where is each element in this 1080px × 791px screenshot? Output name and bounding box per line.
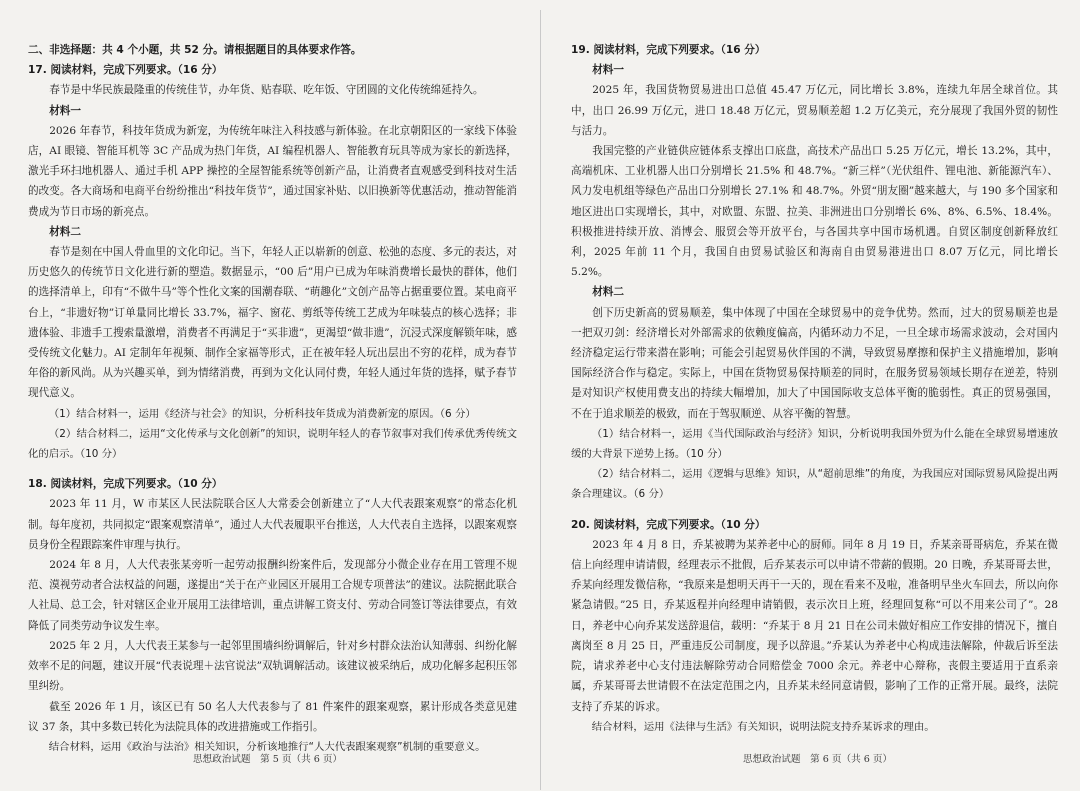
page-footer-right: 思想政治试题 第 6 页（共 6 页） — [742, 754, 893, 765]
exam-page-5 — [0, 0, 535, 791]
q17-material2-label: 材料二 — [49, 225, 81, 238]
q19-material2-label: 材料二 — [592, 286, 624, 299]
q17-material2-text: 春节是刻在中国人骨血里的文化印记。当下，年轻人正以崭新的创意、松弛的态度、多元的表达，对历史悠久的传统节日文化进行新的塑造。数据显示，“00 后”用户已成为年味消费增长最快的群体，他们的选择清单上，印有“不做牛马”等个性化文案的国潮春联、“萌趣化”文创产品等占据重要位置。某电商平台上，“非遗好物”订单量同比增长 33.7%，福字、窗花、剪纸等传统工艺成为年味装点的核心选择；非遗体验、非遗手工搜索量激增，消费者不再满足于“买非遗”，更渴望“做非遗”，沉浸式深度解锁年味，感受传统文化魅力。AI 定制年年视频、制作全家福等形式，正在被年轻人玩出层出不穷的花样，成为春节年俗的新风尚。从为兴趣买单，到为情绪消费，再到为文化认同付费，年轻人通过年货的选择，赋予春节现代意义。 — [28, 246, 517, 400]
q18-para1: 2023 年 11 月，W 市某区人民法院联合区人大常委会创新建立了“人大代表跟案观察”的常态化机制。每年度初，共同拟定“跟案观察清单”，通过人大代表履职平台推送，人大代表自主选择，以跟案观察员身份全程跟踪案件审理与执行。 — [28, 498, 517, 551]
q17-heading: 17. 阅读材料，完成下列要求。（16 分） — [28, 64, 223, 77]
q17-task1: （1）结合材料一，运用《经济与社会》的知识，分析科技年货成为消费新宠的原因。（6 分） — [48, 407, 476, 420]
page-divider — [540, 10, 541, 790]
q18-para3: 2025 年 2 月，人大代表王某参与一起邻里围墙纠纷调解后，针对乡村群众法治认知薄弱、纠纷化解效率不足的问题，建议开展“代表说理＋法官说法”双轨调解活动。该建议被采纳后，成功化解多起积压邻里纠纷。 — [28, 639, 517, 693]
q20-para1: 2023 年 4 月 8 日，乔某被聘为某养老中心的厨师。同年 8 月 19 日，乔某亲哥哥病危，乔某在微信上向经理申请请假，经理表示不批假，后乔某表示可以申请不带薪的假期。20 日晚，乔某哥哥去世，乔某向经理发微信称，“我原来是想明天再干一天的，现在看来不及啦，准备明早坐火车回去，所以向你紧急请假。”25 日，乔某返程并向经理申请销假，表示次日上班，经理回复称“可以不用来公司了”。28 日，养老中心向乔某发送辞退信，载明：“乔某于 8 月 21 日在公司未做好相应工作安排的情况下，擅自离岗至 8 月 25 日，严重违反公司制度，现予以辞退。”乔某认为养老中心构成违法解除，仲裁后诉至法院，请求养老中心支付违法解除劳动合同赔偿金 7000 余元。养老中心辩称，丧假主要适用于直系亲属，乔某哥哥去世请假不在法定范围之内，且乔某未经同意请假，影响了工作的正常开展。最终，法院支持了乔某的诉求。 — [571, 538, 1058, 713]
section-heading: 二、非选择题：共 4 个小题，共 52 分。请根据题目的具体要求作答。 — [28, 44, 362, 56]
q18-task: 结合材料，运用《政治与法治》相关知识，分析该地推行“人大代表跟案观察”机制的重要意义。 — [48, 740, 486, 753]
exam-page-6 — [555, 0, 1080, 791]
q19-para2: 我国完整的产业链供应链体系支撑出口底盘，高技术产品出口 5.25 万亿元，增长 13.2%，其中，高端机床、工业机器人出口分别增长 21.5% 和 48.7%。“新三样”（光伏组件、锂电池、新能源汽车）、风力发电机组等绿色产品出口分别增长 27.1% 和 48.7%。外贸“朋友圈”越来越大，与 190 多个国家和地区进出口实现增长，其中，对欧盟、东盟、拉美、非洲进出口分别增长 6%、8%、6.5%、18.4%。积极推进持续开放、消博会、服贸会等开放平台，与各国共享中国市场机遇。自贸区制度创新释放红利，2025 年前 11 个月，我国自由贸易试验区和海南自由贸易港进出口 8.07 万亿元，同比增长 5.2%。 — [571, 145, 1058, 279]
q19-task1: （1）结合材料一，运用《当代国际政治与经济》知识，分析说明我国外贸为什么能在全球贸易增速放缓的大背景下逆势上扬。（10 分） — [571, 427, 1058, 461]
q18-para2: 2024 年 8 月，人大代表张某旁听一起劳动报酬纠纷案件后，发现部分小微企业存在用工管理不规范、漠视劳动者合法权益的问题，遂提出“关于在产业园区开展用工合规专项普法”的建议。法院据此联合人社局、总工会，针对辖区企业开展用工法律培训，重点讲解工资支付、劳动合同签订等法律要点，有效降低了同类劳动争议发生率。 — [28, 559, 517, 632]
q18-heading: 18. 阅读材料，完成下列要求。（10 分） — [28, 478, 223, 491]
q20-task: 结合材料，运用《法律与生活》有关知识，说明法院支持乔某诉求的理由。 — [591, 720, 935, 733]
q17-material1-text: 2026 年春节，科技年货成为新宠，为传统年味注入科技感与新体验。在北京朝阳区的一家线下体验店，AI 眼镜、智能耳机等 3C 产品成为热门年货，AI 编程机器人、智能教育玩具等成为家长的新选择，激光手环扫地机器人、通过手机 APP 操控的全屋智能系统等创新产品，让消费者直观感受到科技对生活的改变。各大商场和电商平台纷纷推出“科技年货节”，通过国家补贴、以旧换新等优惠活动，推动智能消费成为节日市场的新亮点。 — [28, 124, 517, 218]
q17-material1-label: 材料一 — [49, 104, 81, 117]
page-footer-left: 思想政治试题 第 5 页（共 6 页） — [192, 754, 343, 765]
q19-task2: （2）结合材料二，运用《逻辑与思维》知识，从“超前思维”的角度，为我国应对国际贸易风险提出两条合理建议。（6 分） — [571, 468, 1058, 501]
q20-heading: 20. 阅读材料，完成下列要求。（10 分） — [571, 518, 766, 531]
q17-intro: 春节是中华民族最隆重的传统佳节，办年货、贴春联、吃年饭、守团圆的文化传统绵延持久。 — [49, 84, 484, 97]
q18-para4: 截至 2026 年 1 月，该区已有 50 名人大代表参与了 81 件案件的跟案观察，累计形成各类意见建议 37 条，其中多数已转化为法院具体的改进措施或工作指引。 — [28, 700, 517, 733]
q19-material1-label: 材料一 — [592, 64, 624, 77]
q17-task2: （2）结合材料二，运用“文化传承与文化创新”的知识，说明年轻人的春节叙事对我们传承优秀传统文化的启示。（10 分） — [28, 427, 517, 461]
q19-heading: 19. 阅读材料，完成下列要求。（16 分） — [571, 44, 766, 56]
q19-para3: 创下历史新高的贸易顺差，集中体现了中国在全球贸易中的竞争优势。然而，过大的贸易顺差也是一把双刃剑：经济增长对外部需求的依赖度偏高，内循环动力不足，一旦全球市场需求波动，会对国内经济稳定运行带来潜在影响；可能会引起贸易伙伴国的不满，导致贸易摩擦和保护主义措施增加，影响国际经济合作与稳定。实际上，中国在货物贸易保持顺差的同时，在服务贸易领域长期存在逆差，特别是对知识产权使用费支出的持续大幅增加，加大了中国国际收支总体平衡的脆弱性。真正的贸易强国，不在于追求顺差的极致，而在于驾驭顺逆、从容平衡的智慧。 — [571, 306, 1058, 420]
q19-para1: 2025 年，我国货物贸易进出口总值 45.47 万亿元，同比增长 3.8%，连续九年居全球首位。其中，出口 26.99 万亿元，进口 18.48 万亿元，贸易顺差超 1.2 万亿美元，充分展现了我国外贸的韧性与活力。 — [571, 84, 1058, 137]
